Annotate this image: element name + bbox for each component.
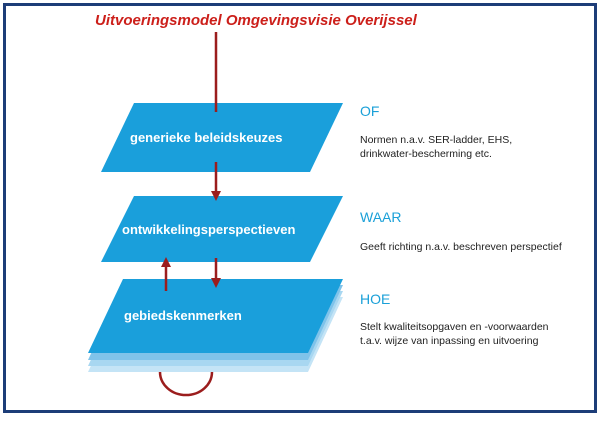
- side-desc-of: [360, 133, 512, 161]
- side-heading-hoe: HOE: [360, 291, 391, 307]
- diagram-title: Uitvoeringsmodel Omgevingsvisie Overijssel: [95, 12, 417, 29]
- side-heading-of: OF: [360, 103, 380, 119]
- loop-arrow: [160, 372, 212, 395]
- side-desc-hoe-line-1: Stelt kwaliteitsopgaven en -voorwaarden: [360, 321, 549, 333]
- side-desc-waar-line-1: Geeft richting n.a.v. beschreven perspectief: [360, 241, 562, 253]
- plane-label-ontwikkeling: ontwikkelingsperspectieven: [122, 222, 296, 237]
- side-desc-waar: [360, 240, 562, 254]
- side-heading-waar: WAAR: [360, 209, 402, 225]
- side-desc-of-line-2: drinkwater-bescherming etc.: [360, 148, 492, 160]
- plane-label-gebieds: gebiedskenmerken: [124, 308, 242, 323]
- side-desc-hoe-line-2: t.a.v. wijze van inpassing en uitvoering: [360, 335, 539, 347]
- plane-label-generieke: generieke beleidskeuzes: [130, 130, 283, 145]
- side-desc-of-line-1: Normen n.a.v. SER-ladder, EHS,: [360, 134, 513, 146]
- side-desc-hoe: [360, 320, 549, 348]
